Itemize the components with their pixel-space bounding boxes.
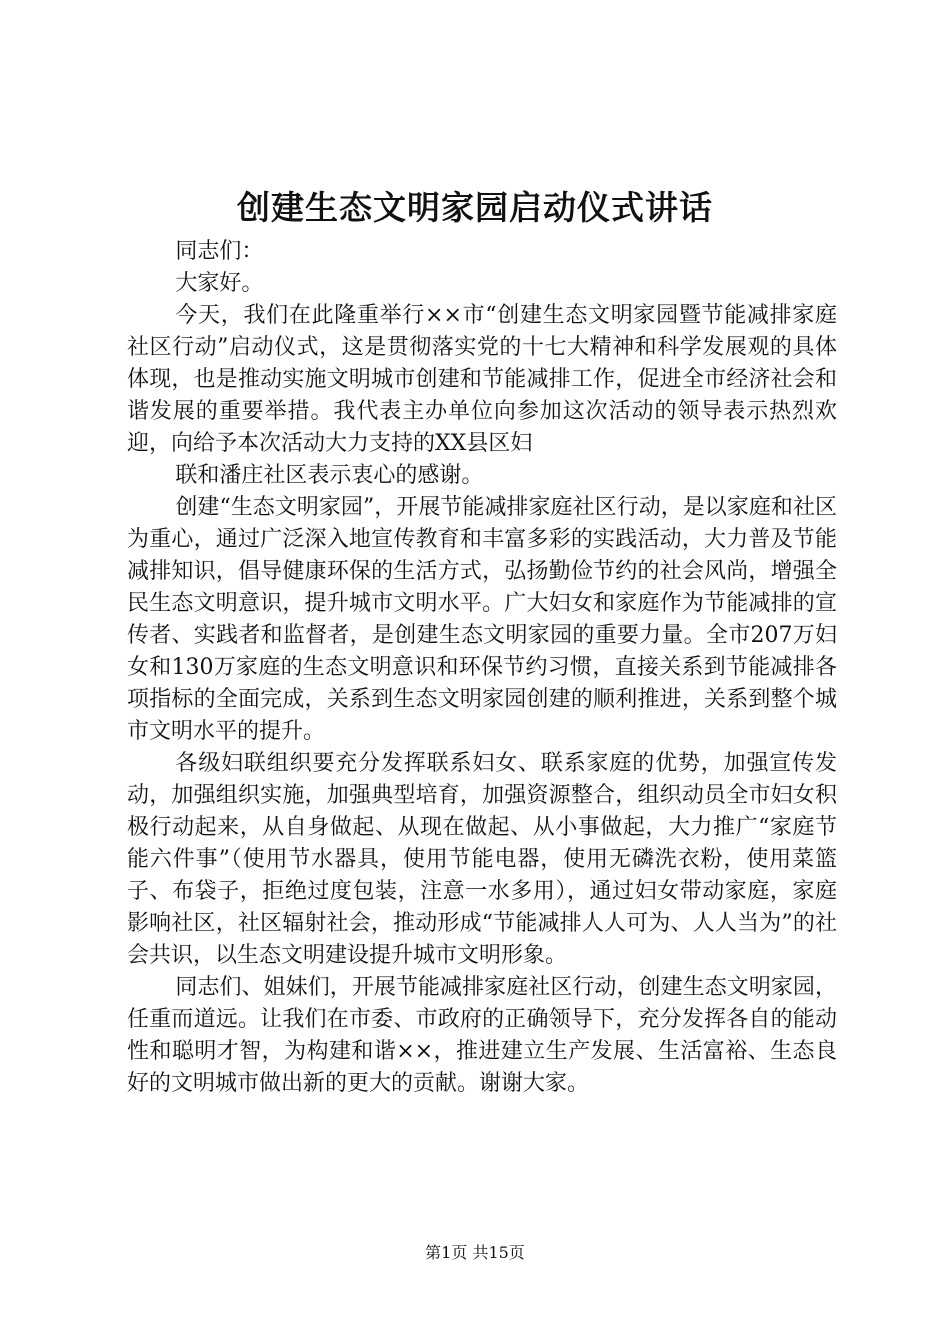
paragraph-salutation: 同志们： [175, 239, 264, 264]
paragraph-thanks: 联和潘庄社区表示衷心的感谢。 [175, 463, 484, 488]
paragraph-significance: 创建“生态文明家园”，开展节能减排家庭社区行动，是以家庭和社区为重心，通过广泛深入地宣传教育和丰富多彩的实践活动，大力普及节能减排知识，倡导健康环保的生活方式，弘扬勤俭节约的社会风尚，增强全民生态文明意识，提升城市文明水平。广大妇女和家庭作为节能减排的宣传者、实践者和监督者，是创建生态文明家园的重要力量。全市207万妇女和130万家庭的生态文明意识和环保节约习惯，直接关系到节能减排各项指标的全面完成，关系到生态文明家园创建的顺利推进，关系到整个城市文明水平的提升。 [127, 495, 837, 744]
page-indicator: 第1页 共15页 [425, 1243, 525, 1262]
paragraph-greeting: 大家好。 [175, 271, 264, 296]
document-title: 创建生态文明家园启动仪式讲话 [237, 188, 713, 227]
paragraph-closing: 同志们、姐妹们，开展节能减排家庭社区行动，创建生态文明家园，任重而道远。让我们在市委、市政府的正确领导下，充分发挥各自的能动性和聪明才智，为构建和谐××，推进建立生产发展、生活富裕、生态良好的文明城市做出新的更大的贡献。谢谢大家。 [127, 975, 837, 1096]
paragraph-tasks: 各级妇联组织要充分发挥联系妇女、联系家庭的优势，加强宣传发动，加强组织实施，加强典型培育，加强资源整合，组织动员全市妇女积极行动起来，从自身做起、从现在做起、从小事做起，大力推广“家庭节能六件事”（使用节水器具，使用节能电器，使用无磷洗衣粉，使用菜篮子、布袋子，拒绝过度包装，注意一水多用），通过妇女带动家庭，家庭影响社区，社区辐射社会，推动形成“节能减排人人可为、人人当为”的社会共识，以生态文明建设提升城市文明形象。 [127, 751, 837, 968]
document-body [127, 236, 837, 1100]
paragraph-opening: 今天，我们在此隆重举行××市“创建生态文明家园暨节能减排家庭社区行动”启动仪式，这是贯彻落实党的十七大精神和科学发展观的具体体现，也是推动实施文明城市创建和节能减排工作，促进全市经济社会和谐发展的重要举措。我代表主办单位向参加这次活动的领导表示热烈欢迎，向给予本次活动大力支持的XX县区妇 [127, 303, 837, 456]
